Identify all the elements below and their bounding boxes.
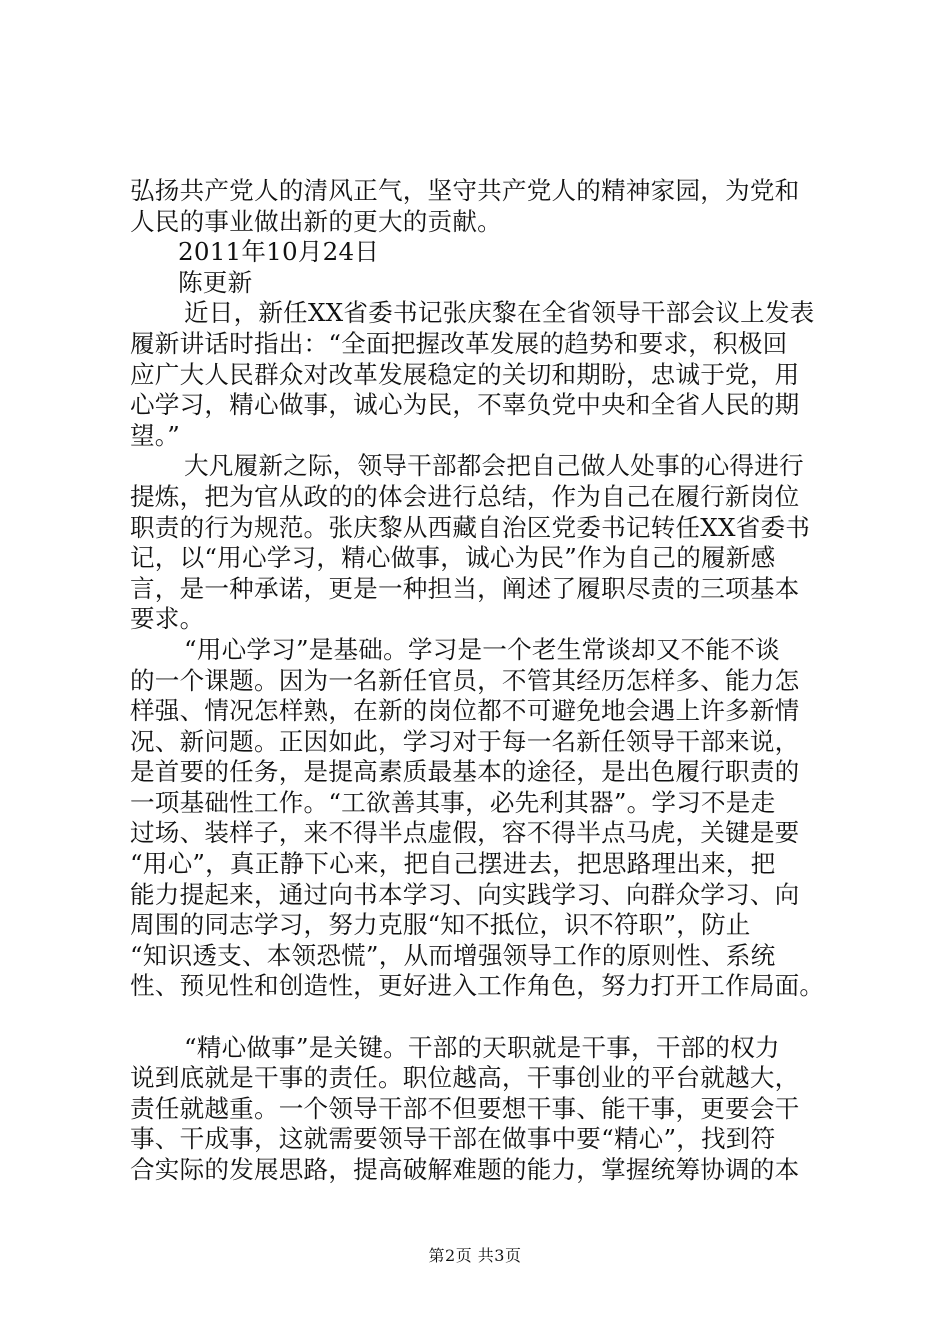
text-line: 提炼，把为官从政的的体会进行总结，作为自己在履行新岗位 [130, 481, 800, 511]
text-line: 的一个课题。因为一名新任官员，不管其经历怎样多、能力怎 [130, 665, 800, 695]
text-line: 说到底就是干事的责任。职位越高，干事创业的平台就越大， [130, 1063, 800, 1093]
text-line: 职责的行为规范。张庆黎从西藏自治区党委书记转任XX省委书 [130, 512, 811, 542]
text-line: 心学习，精心做事，诚心为民，不辜负党中央和全省人民的期 [130, 390, 800, 420]
date-line: 2011年10月24日 [178, 237, 380, 267]
text-line: 周围的同志学习，努力克服“知不抵位，识不符职”，防止 [130, 910, 751, 940]
text-line: 应广大人民群众对改革发展稳定的关切和期盼，忠诚于党，用 [130, 359, 800, 389]
text-line: 人民的事业做出新的更大的贡献。 [130, 206, 502, 236]
text-line: “精心做事”是关键。干部的天职就是干事，干部的权力 [184, 1032, 780, 1062]
text-line: 记，以“用心学习，精心做事，诚心为民”作为自己的履新感 [130, 543, 776, 573]
text-line: 责任就越重。一个领导干部不但要想干事、能干事，更要会干 [130, 1093, 800, 1123]
text-line: 履新讲话时指出：“全面把握改革发展的趋势和要求，积极回 [130, 328, 788, 358]
author-line: 陈更新 [178, 267, 253, 297]
document-body [130, 176, 850, 1186]
text-line: 是首要的任务，是提高素质最基本的途径，是出色履行职责的 [130, 757, 800, 787]
text-line: 言，是一种承诺，更是一种担当，阐述了履职尽责的三项基本 [130, 573, 800, 603]
text-line: 能力提起来，通过向书本学习、向实践学习、向群众学习、向 [130, 879, 800, 909]
text-line: 要求。 [130, 604, 205, 634]
text-line: 样强、情况怎样熟，在新的岗位都不可避免地会遇上许多新情 [130, 696, 800, 726]
text-line: 一项基础性工作。“工欲善其事，必先利其器”。学习不是走 [130, 787, 776, 817]
text-line: “知识透支、本领恐慌”，从而增强领导工作的原则性、系统 [130, 940, 776, 970]
paragraph-gap [130, 1002, 850, 1033]
text-line: 过场、装样子，来不得半点虚假，容不得半点马虎，关键是要 [130, 818, 800, 848]
text-line: 合实际的发展思路，提高破解难题的能力，掌握统筹协调的本 [130, 1155, 800, 1184]
text-line: 性、预见性和创造性，更好进入工作角色，努力打开工作局面。 [130, 971, 825, 1001]
page-footer: 第2页 共3页 [428, 1246, 522, 1265]
text-line: “用心”，真正静下心来，把自己摆进去，把思路理出来，把 [130, 849, 776, 879]
text-line: 事、干成事，这就需要领导干部在做事中要“精心”，找到符 [130, 1124, 776, 1154]
text-line: “用心学习”是基础。学习是一个老生常谈却又不能不谈 [184, 634, 780, 664]
text-line: 大凡履新之际，领导干部都会把自己做人处事的心得进行 [184, 451, 804, 481]
text-line: 弘扬共产党人的清风正气，坚守共产党人的精神家园，为党和 [130, 176, 800, 205]
text-line: 望。” [130, 420, 181, 450]
text-line: 近日，新任XX省委书记张庆黎在全省领导干部会议上发表 [184, 298, 815, 328]
text-line: 况、新问题。正因如此，学习对于每一名新任领导干部来说， [130, 726, 800, 756]
